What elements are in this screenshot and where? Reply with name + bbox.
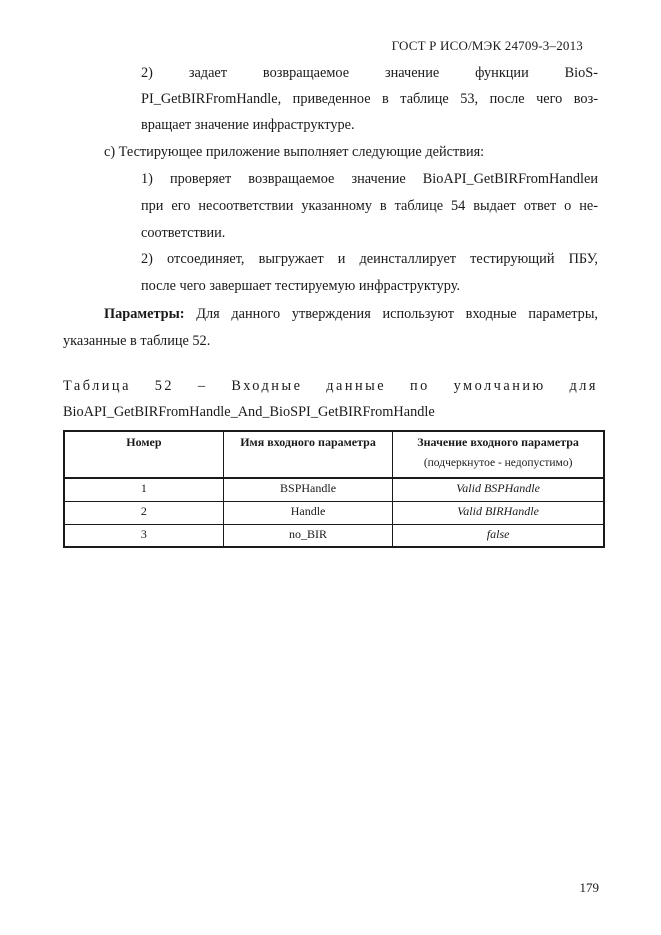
paragraph-line: 2) отсоединяет, выгружает и деинсталлирует тестирующий ПБУ,	[141, 251, 598, 267]
cell-number: 3	[64, 524, 223, 547]
document-header: ГОСТ Р ИСО/МЭК 24709-3–2013	[391, 38, 583, 53]
cell-number: 1	[64, 478, 223, 501]
paragraph-line: PI_GetBIRFromHandle, приведенное в таблице 53, после чего воз-	[141, 91, 598, 107]
cell-parameter-value: Valid BSPHandle	[393, 478, 604, 501]
table-row	[64, 524, 604, 547]
parameters-text: Для данного утверждения используют входные параметры,	[184, 306, 598, 322]
header-number: Номер	[64, 431, 223, 478]
header-parameter-name: Имя входного параметра	[223, 431, 392, 478]
table-header-row	[64, 431, 604, 478]
cell-parameter-value: Valid BIRHandle	[393, 501, 604, 524]
paragraph-line: при его несоответствии указанному в таблице 54 выдает ответ о не-	[141, 198, 598, 214]
paragraph-line: соответствии.	[141, 225, 226, 241]
paragraph-line: 1) проверяет возвращаемое значение BioAPI_GetBIRFromHandleи	[141, 171, 598, 187]
paragraph-line: c) Тестирующее приложение выполняет следующие действия:	[104, 144, 485, 160]
table-row	[64, 501, 604, 524]
table-caption: Таблица 52 – Входные данные по умолчанию для	[63, 378, 598, 394]
paragraph-line: вращает значение инфраструктуре.	[141, 117, 355, 133]
parameters-line	[104, 304, 598, 324]
cell-parameter-value: false	[393, 524, 604, 547]
parameters-label: Параметры:	[104, 306, 185, 322]
header-parameter-value-label: Значение входного параметра	[417, 435, 579, 449]
header-parameter-value	[393, 431, 604, 478]
header-parameter-value-note: (подчеркнутое - недопустимо)	[423, 457, 573, 469]
paragraph-line: 2) задает возвращаемое значение функции BioS-	[141, 65, 598, 81]
cell-number: 2	[64, 501, 223, 524]
table-row	[64, 478, 604, 501]
table-caption-name: BioAPI_GetBIRFromHandle_And_BioSPI_GetBIRFromHandle	[63, 404, 435, 420]
cell-parameter-name: no_BIR	[223, 524, 392, 547]
cell-parameter-name: BSPHandle	[223, 478, 392, 501]
input-parameters-table	[63, 430, 605, 548]
cell-parameter-name: Handle	[223, 501, 392, 524]
page-number: 179	[579, 880, 599, 895]
paragraph-line: после чего завершает тестируемую инфраструктуру.	[141, 278, 461, 294]
paragraph-line: указанные в таблице 52.	[63, 333, 211, 349]
